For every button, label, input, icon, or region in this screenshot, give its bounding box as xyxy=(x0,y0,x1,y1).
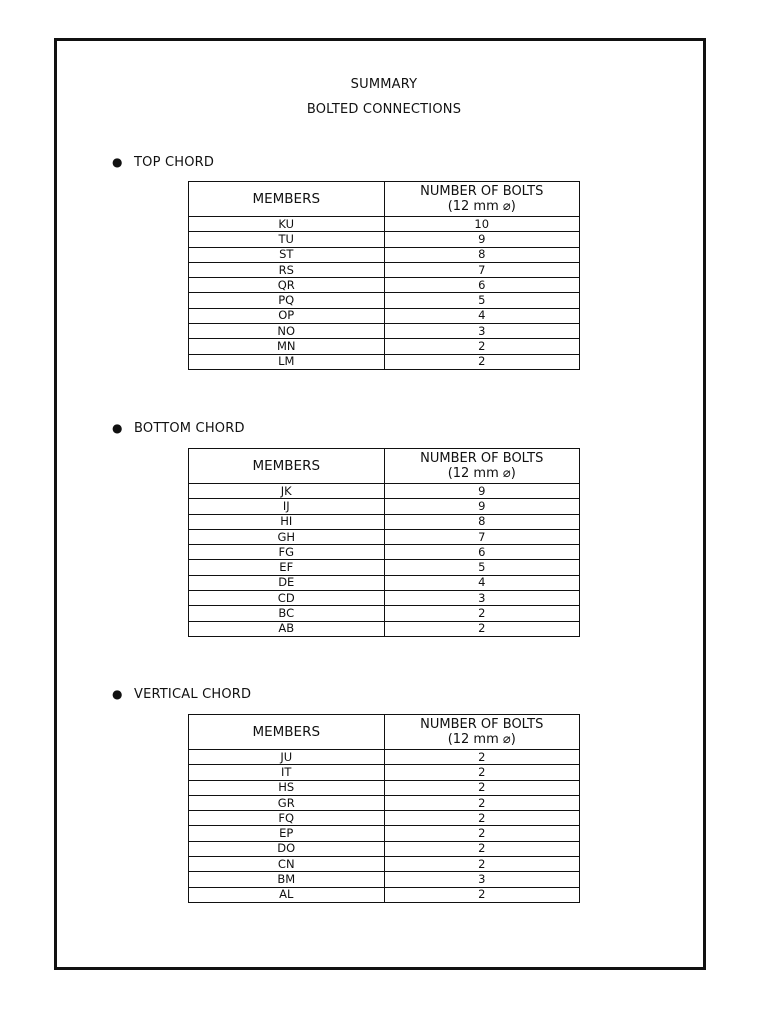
table-row xyxy=(189,247,580,262)
table-row xyxy=(189,780,580,795)
bullet-icon: ● xyxy=(112,421,123,435)
member-cell: DE xyxy=(189,575,385,590)
table-row xyxy=(189,324,580,339)
member-cell: TU xyxy=(189,232,385,247)
table-row xyxy=(189,308,580,323)
table-row xyxy=(189,262,580,277)
table-row xyxy=(189,872,580,887)
bolts-table-top-chord xyxy=(188,181,580,370)
member-cell: EP xyxy=(189,826,385,841)
table-row xyxy=(189,811,580,826)
bolts-cell: 4 xyxy=(384,308,580,323)
member-cell: CD xyxy=(189,591,385,606)
member-cell: BC xyxy=(189,606,385,621)
member-cell: NO xyxy=(189,324,385,339)
bolts-cell: 3 xyxy=(384,872,580,887)
table-row xyxy=(189,514,580,529)
table-row xyxy=(189,575,580,590)
member-cell: HI xyxy=(189,514,385,529)
bolts-header xyxy=(384,715,580,750)
member-cell: AL xyxy=(189,887,385,902)
member-cell: GR xyxy=(189,795,385,810)
member-cell: AB xyxy=(189,621,385,636)
table-row xyxy=(189,841,580,856)
bolts-header-line1: NUMBER OF BOLTS xyxy=(420,184,544,199)
table-row xyxy=(189,293,580,308)
bolts-cell: 5 xyxy=(384,293,580,308)
bolts-cell: 2 xyxy=(384,765,580,780)
table-row xyxy=(189,278,580,293)
table-row xyxy=(189,232,580,247)
member-cell: LM xyxy=(189,354,385,369)
table-header-row xyxy=(189,182,580,217)
table-body xyxy=(189,484,580,637)
table-row xyxy=(189,750,580,765)
bolts-cell: 3 xyxy=(384,591,580,606)
members-header: MEMBERS xyxy=(189,715,385,750)
section-title: BOTTOM CHORD xyxy=(134,421,245,436)
bolts-cell: 2 xyxy=(384,795,580,810)
table-row xyxy=(189,529,580,544)
table-body xyxy=(189,750,580,903)
bolts-cell: 8 xyxy=(384,247,580,262)
section-label-bottom-chord xyxy=(112,421,245,436)
member-cell: RS xyxy=(189,262,385,277)
member-cell: PQ xyxy=(189,293,385,308)
bolts-header-line2: (12 mm ⌀) xyxy=(447,199,516,214)
bolts-cell: 2 xyxy=(384,354,580,369)
bolts-cell: 2 xyxy=(384,606,580,621)
table-row xyxy=(189,545,580,560)
section-title: TOP CHORD xyxy=(134,155,215,170)
bolts-cell: 4 xyxy=(384,575,580,590)
table-header-row xyxy=(189,715,580,750)
bolts-header xyxy=(384,449,580,484)
bolts-cell: 3 xyxy=(384,324,580,339)
bolts-cell: 2 xyxy=(384,826,580,841)
member-cell: JK xyxy=(189,484,385,499)
table-row xyxy=(189,339,580,354)
table-row xyxy=(189,887,580,902)
table-row xyxy=(189,484,580,499)
bolts-header-line1: NUMBER OF BOLTS xyxy=(420,717,544,732)
bolts-table-vertical-chord xyxy=(188,714,580,903)
table-row xyxy=(189,606,580,621)
bolts-cell: 2 xyxy=(384,887,580,902)
table-row xyxy=(189,795,580,810)
table-row xyxy=(189,217,580,232)
table-row xyxy=(189,591,580,606)
member-cell: BM xyxy=(189,872,385,887)
table-row xyxy=(189,826,580,841)
bolts-header-line2: (12 mm ⌀) xyxy=(447,466,516,481)
bolts-cell: 2 xyxy=(384,339,580,354)
section-title: VERTICAL CHORD xyxy=(134,687,252,702)
table-header-row xyxy=(189,449,580,484)
bolts-cell: 9 xyxy=(384,484,580,499)
bolts-cell: 9 xyxy=(384,232,580,247)
member-cell: HS xyxy=(189,780,385,795)
member-cell: IJ xyxy=(189,499,385,514)
member-cell: OP xyxy=(189,308,385,323)
bolts-cell: 2 xyxy=(384,780,580,795)
table-row xyxy=(189,499,580,514)
bolts-cell: 9 xyxy=(384,499,580,514)
member-cell: DO xyxy=(189,841,385,856)
bolts-cell: 6 xyxy=(384,545,580,560)
bolts-header-line2: (12 mm ⌀) xyxy=(447,732,516,747)
member-cell: IT xyxy=(189,765,385,780)
table-row xyxy=(189,857,580,872)
member-cell: KU xyxy=(189,217,385,232)
table-row xyxy=(189,765,580,780)
section-label-top-chord xyxy=(112,155,214,170)
bolts-cell: 2 xyxy=(384,811,580,826)
bolts-cell: 10 xyxy=(384,217,580,232)
bolts-cell: 7 xyxy=(384,262,580,277)
document-subtitle: BOLTED CONNECTIONS xyxy=(306,102,462,117)
members-header: MEMBERS xyxy=(189,449,385,484)
member-cell: FG xyxy=(189,545,385,560)
bolts-cell: 6 xyxy=(384,278,580,293)
member-cell: JU xyxy=(189,750,385,765)
member-cell: FQ xyxy=(189,811,385,826)
bolts-cell: 2 xyxy=(384,621,580,636)
bullet-icon: ● xyxy=(112,155,123,169)
table-row xyxy=(189,621,580,636)
table-row xyxy=(189,560,580,575)
bolts-header-line1: NUMBER OF BOLTS xyxy=(420,451,544,466)
bolts-cell: 5 xyxy=(384,560,580,575)
member-cell: CN xyxy=(189,857,385,872)
table-body xyxy=(189,217,580,370)
member-cell: QR xyxy=(189,278,385,293)
bolts-cell: 7 xyxy=(384,529,580,544)
members-header: MEMBERS xyxy=(189,182,385,217)
section-label-vertical-chord xyxy=(112,687,251,702)
bullet-icon: ● xyxy=(112,687,123,701)
bolts-cell: 8 xyxy=(384,514,580,529)
bolts-cell: 2 xyxy=(384,841,580,856)
bolts-header xyxy=(384,182,580,217)
document-title: SUMMARY xyxy=(350,77,418,92)
bolts-cell: 2 xyxy=(384,750,580,765)
member-cell: EF xyxy=(189,560,385,575)
member-cell: ST xyxy=(189,247,385,262)
bolts-cell: 2 xyxy=(384,857,580,872)
bolts-table-bottom-chord xyxy=(188,448,580,637)
member-cell: GH xyxy=(189,529,385,544)
member-cell: MN xyxy=(189,339,385,354)
table-row xyxy=(189,354,580,369)
